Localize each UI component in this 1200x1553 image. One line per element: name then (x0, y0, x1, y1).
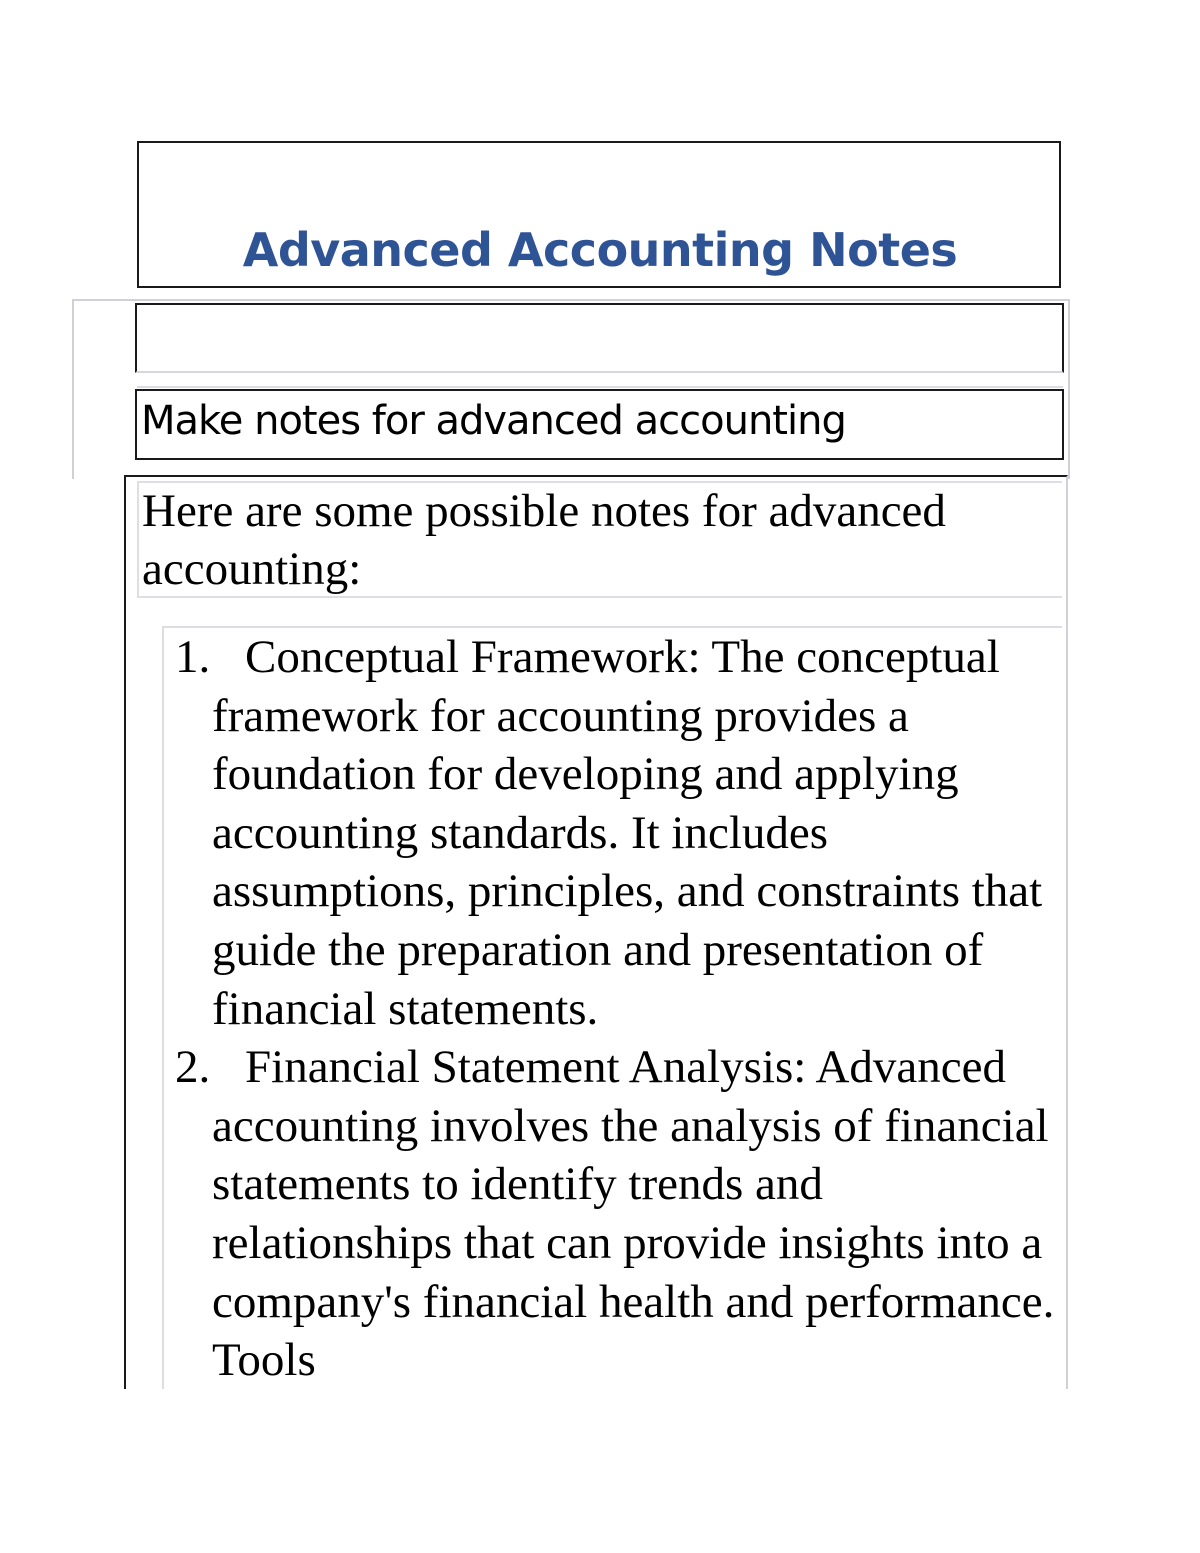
notes-list (175, 628, 1065, 1389)
document-title: Advanced Accounting Notes (242, 223, 958, 277)
list-item-number: 2. (175, 1041, 211, 1094)
list-item-number: 1. (175, 631, 211, 683)
list-item-text: Conceptual Framework: The conceptual framework for accounting provides a foundation for developing and applying accounting standards. It includes assumptions, principles, and constraints that guide the preparation and presentation of financial statements. (212, 631, 1043, 1035)
list-item-text: Financial Statement Analysis: Advanced accounting involves the analysis of financial statements to identify trends and relationships that can provide insights into a company's financial health and performance. Tools (212, 1041, 1055, 1387)
list-item (175, 628, 1065, 1038)
prompt-text: Make notes for advanced accounting (141, 398, 846, 444)
list-item (175, 1038, 1065, 1389)
answer-intro: Here are some possible notes for advanced accounting: (142, 485, 946, 595)
